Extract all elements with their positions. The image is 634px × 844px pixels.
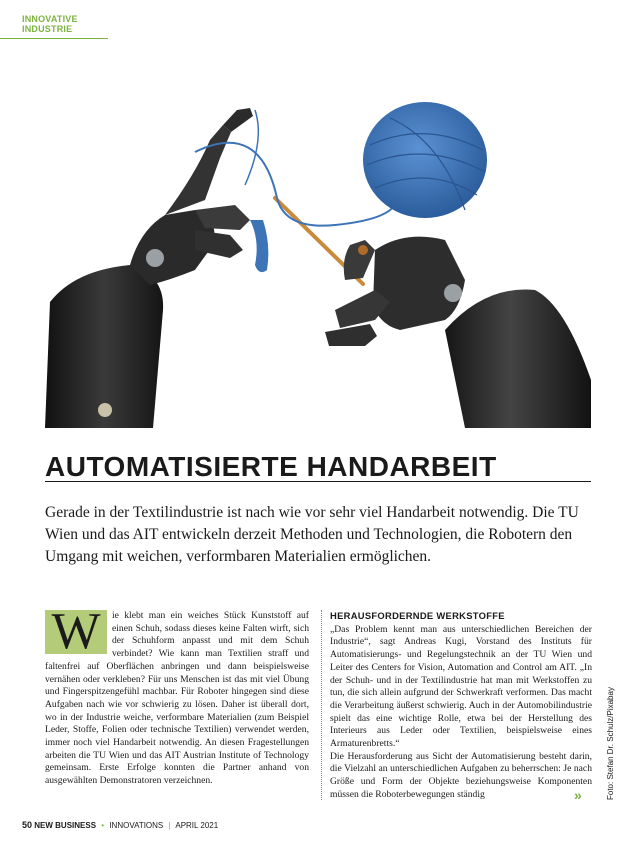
dropcap: W <box>45 610 107 654</box>
column-divider <box>321 610 322 800</box>
right-column <box>330 610 592 802</box>
section-tag: INNOVATIVE INDUSTRIE <box>0 14 108 39</box>
page-footer <box>22 820 218 830</box>
hero-photo <box>45 80 591 428</box>
left-column-text: ie klebt man ein weiches Stück Kunststoff auf einen Schuh, sodass dieses keine Falten wirft, sich der Schuhform anpasst und mit dem Schuh verbindet? Wie kann man Textilien straff und faltenfrei auf Oberflächen anbringen und dann beispielsweise vernähen oder verkleben? Für uns Menschen ist das mit viel Übung und Fingerspitzengefühl machbar. Für Roboter hingegen sind diese Aufgaben nach wie vor schwierig zu lösen. Daher ist überall dort, wo in der Industrie weiche, verformbare Materialien (zum Beispiel Leder, Stoffe, Folien oder technische Textilien) verwendet werden, immer noch viel Handarbeit notwendig. An diesen Fragestellungen arbeiten die TU Wien und das AIT Austrian Institute of Technology gemeinsam. Erste Erfolge konnten die Partner anhand von ausgewählten Demonstratoren verzeichnen. <box>45 610 309 787</box>
footer-section: INNOVATIONS <box>109 821 164 830</box>
left-column <box>45 603 309 788</box>
right-column-paragraph-1: „Das Problem kennt man aus unterschiedlichen Bereichen der Industrie“, sagt Andreas Kugi, Vorstand des Instituts für Automatisierungs- und Regelungstechnik an der TU Wien und Leiter des Centers for Vision, Automation and Control am AIT. „In der Schuh- und in der Textilindustrie hat man mit Werkstoffen zu tun, die sich allein aufgrund der Schwerkraft verformen. Das macht die Verarbeitung äußerst schwierig. Auch in der Automobilindustrie spielt das eine wichtige Rolle, etwa bei der Herstellung des Interieurs aus Leder oder Textilien, beispielsweise eines Armaturenbretts.“ <box>330 623 592 750</box>
continue-arrow-icon: » <box>574 787 582 803</box>
photo-credit: Foto: Stefan Dr. Schulz/Pixabay <box>606 687 615 800</box>
lead-paragraph: Gerade in der Textilindustrie ist nach wie vor sehr viel Handarbeit notwendig. Die TU Wien und das AIT entwickeln derzeit Methoden und Technologien, die Robotern den Umgang mit weichen, verformbaren Materialien ermöglichen. <box>45 504 579 565</box>
subhead: HERAUSFORDERNDE WERKSTOFFE <box>330 610 505 621</box>
footer-separator-icon: • <box>101 821 105 830</box>
footer-brand: NEW BUSINESS <box>34 821 97 830</box>
page-number: 50 <box>22 820 33 830</box>
right-column-paragraph-2: Die Herausforderung aus Sicht der Automatisierung besteht darin, die Vielzahl an unterschiedlichen Aufgaben zu beherrschen: Je nach Größe und Form der Objekte beziehungsweise Komponenten müssen die Roboterbewegungen ständig <box>330 750 592 800</box>
footer-issue: APRIL 2021 <box>175 821 219 830</box>
robot-hands-knitting-illustration <box>45 80 591 428</box>
footer-divider: | <box>168 821 171 830</box>
headline: AUTOMATISIERTE HANDARBEIT <box>45 453 591 482</box>
